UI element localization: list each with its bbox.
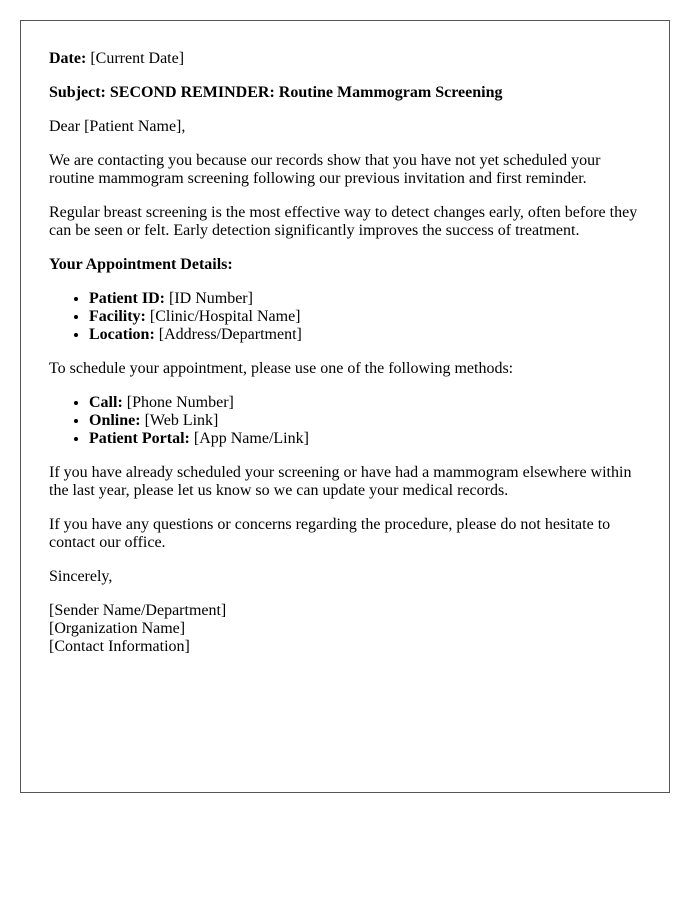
subject-line: [49, 84, 649, 102]
list-item: [89, 412, 649, 430]
list-item: [89, 290, 649, 308]
paragraph-screening: Regular breast screening is the most effective way to detect changes early, often before they can be seen or felt. Early detection significantly improves the success of treatment.: [49, 204, 638, 239]
date-value: [Current Date]: [90, 50, 185, 67]
letter-document: [20, 20, 670, 793]
list-item: [89, 326, 649, 344]
item-label: Location:: [89, 326, 155, 343]
closing: Sincerely,: [49, 568, 113, 585]
item-value: [ID Number]: [168, 290, 253, 307]
item-label: Patient ID:: [89, 290, 165, 307]
appointment-heading: Your Appointment Details:: [49, 256, 233, 273]
date-label: Date:: [49, 50, 87, 67]
list-item: [89, 394, 649, 412]
greeting: Dear [Patient Name],: [49, 118, 186, 135]
signature-sender: [Sender Name/Department]: [49, 602, 227, 619]
subject-value: SECOND REMINDER: Routine Mammogram Screening: [109, 84, 503, 101]
item-value: [App Name/Link]: [193, 430, 309, 447]
paragraph-records: We are contacting you because our records show that you have not yet scheduled your routine mammogram screening following our previous invitation and first reminder.: [49, 152, 601, 187]
item-label: Facility:: [89, 308, 146, 325]
item-label: Call:: [89, 394, 123, 411]
paragraph-questions: If you have any questions or concerns regarding the procedure, please do not hesitate to contact our office.: [49, 516, 611, 551]
paragraph-already-scheduled: If you have already scheduled your screening or have had a mammogram elsewhere within the last year, please let us know so we can update your medical records.: [49, 464, 632, 499]
signature-organization: [Organization Name]: [49, 620, 186, 637]
signature-block: [49, 602, 649, 656]
item-value: [Address/Department]: [158, 326, 302, 343]
item-label: Patient Portal:: [89, 430, 190, 447]
appointment-details-list: [49, 290, 649, 344]
date-line: [49, 50, 649, 68]
item-value: [Phone Number]: [126, 394, 234, 411]
contact-methods-list: [49, 394, 649, 448]
signature-contact: [Contact Information]: [49, 638, 190, 655]
list-item: [89, 430, 649, 448]
subject-label: Subject:: [49, 84, 106, 101]
item-value: [Web Link]: [144, 412, 219, 429]
list-item: [89, 308, 649, 326]
item-label: Online:: [89, 412, 141, 429]
item-value: [Clinic/Hospital Name]: [149, 308, 301, 325]
paragraph-schedule: To schedule your appointment, please use one of the following methods:: [49, 360, 514, 377]
